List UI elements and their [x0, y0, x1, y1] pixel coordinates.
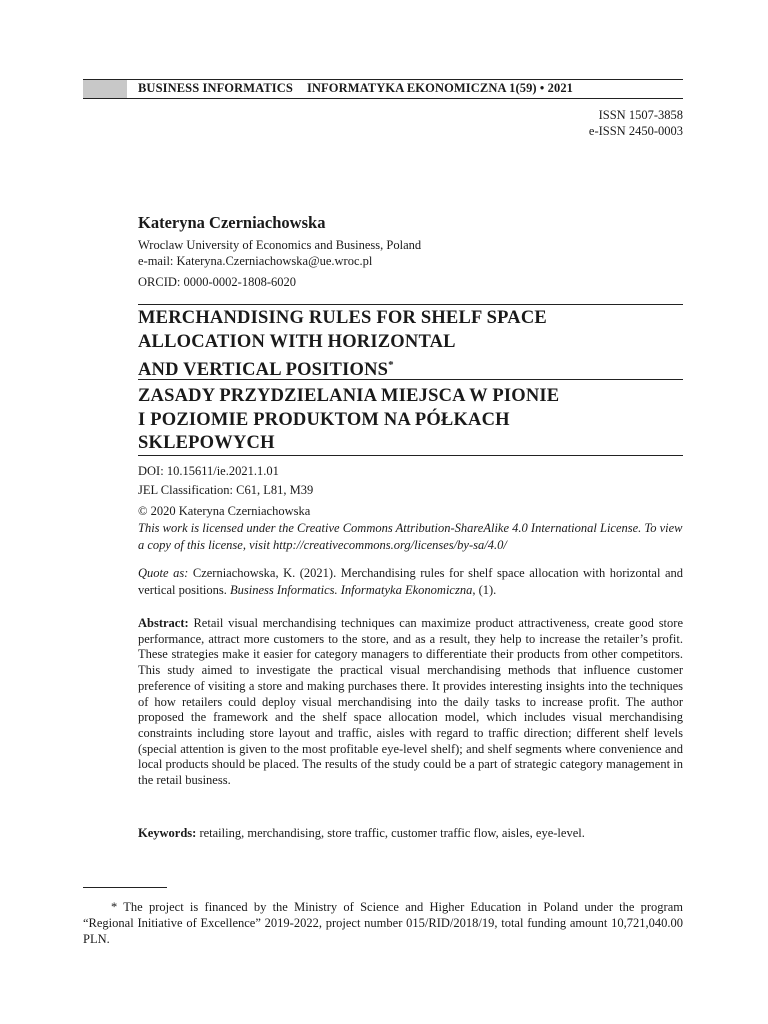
- footnote-text: The project is financed by the Ministry of Science and Higher Education in Poland under the program “Regional Initiative of Excellence” 2019-2022, project number 015/RID/2018/19, total funding amount 10,721,040.00 PLN.: [83, 900, 683, 946]
- license-block: [138, 503, 683, 554]
- title-rule-middle: [138, 379, 683, 380]
- title-en-line1: MERCHANDISING RULES FOR SHELF SPACE: [138, 308, 547, 328]
- header-grey-block: [83, 80, 127, 98]
- keywords: [138, 825, 683, 841]
- title-en-line3: AND VERTICAL POSITIONS: [138, 360, 389, 381]
- license-text: This work is licensed under the Creative Commons Attribution-ShareAlike 4.0 International License. To view a copy of this license, visit http://creativecommons.org/licenses/by-sa/4.0/: [138, 521, 683, 552]
- eissn: e-ISSN 2450-0003: [588, 124, 683, 138]
- footnote-mark: *: [111, 900, 118, 914]
- journal-name-pl-issue: INFORMATYKA EKONOMICZNA 1(59) • 2021: [306, 81, 574, 95]
- footnote-rule: [83, 887, 167, 888]
- title-en: [138, 307, 683, 383]
- footnote: [83, 899, 683, 947]
- author-email-line: [138, 254, 372, 269]
- jel-classification: JEL Classification: C61, L81, M39: [138, 483, 314, 497]
- title-pl-line1: ZASADY PRZYDZIELANIA MIEJSCA W PIONIE: [138, 386, 560, 406]
- title-en-line2: ALLOCATION WITH HORIZONTAL: [138, 331, 456, 352]
- abstract-label: Abstract:: [138, 616, 189, 630]
- keywords-label: Keywords:: [138, 826, 197, 840]
- author-orcid: ORCID: 0000-0002-1808-6020: [138, 275, 296, 289]
- running-header: [138, 81, 573, 96]
- author-email[interactable]: Kateryna.Czerniachowska@ue.wroc.pl: [176, 254, 373, 268]
- title-footnote-mark: *: [388, 359, 394, 371]
- article-meta: [138, 462, 313, 500]
- citation-text: Czerniachowska, K. (2021). Merchandising rules for shelf space allocation with horizontal and vertical positions.: [138, 566, 683, 597]
- abstract: [138, 616, 683, 789]
- citation-label: Quote as:: [138, 566, 189, 580]
- citation-tail: , (1).: [472, 583, 497, 597]
- journal-name-en: BUSINESS INFORMATICS: [138, 81, 293, 95]
- email-label: e-mail:: [138, 254, 177, 268]
- keywords-text: retailing, merchandising, store traffic, customer traffic flow, aisles, eye-level.: [196, 826, 585, 840]
- citation-journal: Business Informatics. Informatyka Ekonomiczna: [230, 583, 473, 597]
- citation: [138, 565, 683, 599]
- copyright: © 2020 Kateryna Czerniachowska: [138, 504, 311, 518]
- author-affiliation: Wroclaw University of Economics and Business, Poland: [138, 238, 422, 252]
- doi: DOI: 10.15611/ie.2021.1.01: [138, 464, 279, 478]
- abstract-text: Retail visual merchandising techniques can maximize product attractiveness, create good store performance, attract more customers to the store, and as a result, they help to increase the retailer’s profit. These strategies make it easier for category managers to differentiate their products from other competitors. This study aimed to investigate the practical visual merchandising methods that influence customer preference of visiting a store and making purchases there. It provides interesting insights into the techniques of how retailers could deploy visual merchandising into the daily tasks to increase profit. The author proposed the framework and the shelf space allocation model, which includes visual merchandising constraints including store layout and traffic, aisles with regard to traffic direction; different shelf levels (special attention is given to the most profitable eye-level shelf); and shelf segments where convenience and local products should be placed. The results of the study could be a part of strategic category management in the retail business.: [138, 616, 683, 788]
- title-rule-bottom: [138, 455, 683, 456]
- issn: ISSN 1507-3858: [598, 108, 683, 122]
- title-rule-top: [138, 304, 683, 305]
- issn-block: [589, 107, 683, 139]
- author-name: Kateryna Czerniachowska: [138, 213, 326, 232]
- title-pl: [138, 385, 683, 456]
- title-pl-line2: I POZIOMIE PRODUKTOM NA PÓŁKACH: [138, 409, 510, 430]
- title-pl-line3: SKLEPOWYCH: [138, 433, 275, 453]
